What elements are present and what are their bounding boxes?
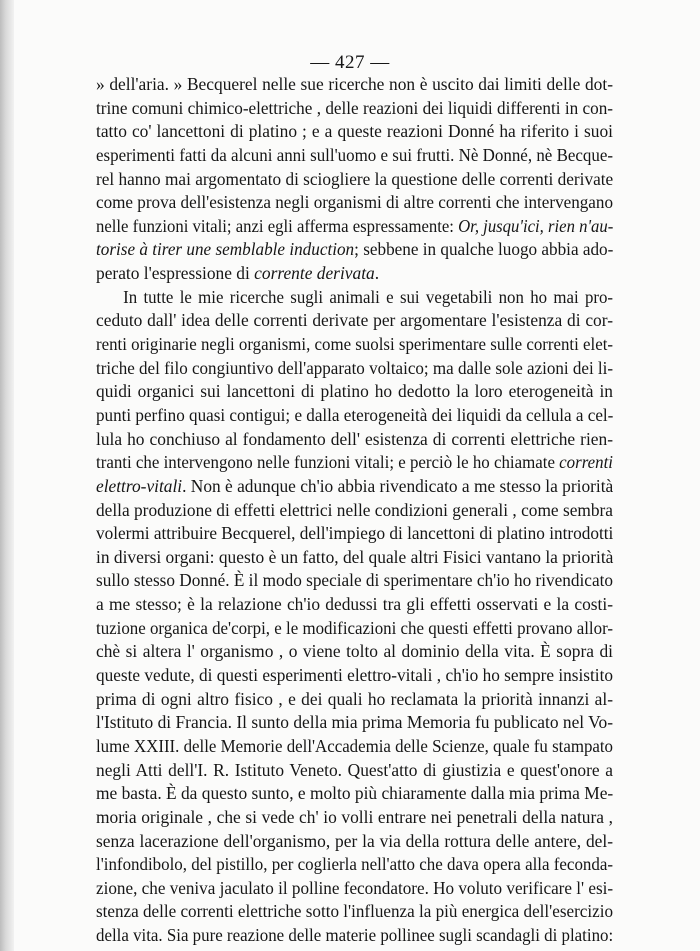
text-segment: l'infondibolo, del pistillo, per coglierla nell'atto che dava opera alla feconda- [96,854,613,875]
text-line [96,333,613,357]
text-line [96,735,613,759]
text-line [96,73,613,97]
text-segment: negli Atti dell'I. R. Istituto Veneto. Quest'atto di giustizia e quest'onore a [96,759,613,780]
text-line [96,380,613,404]
text-line [96,877,613,901]
text-segment: della produzione di effetti elettrici nelle condizioni generali , come sembra [96,499,613,520]
italic-phrase: corrente derivata [254,263,375,284]
text-line [96,782,613,806]
italic-phrase: elettro-vitali [96,475,183,496]
text-segment: triche del filo congiuntivo dell'apparato voltaico; ma dalle sole azioni dei li- [96,357,614,378]
text-segment: . [374,263,380,284]
text-line [96,664,613,688]
text-line [96,120,613,144]
text-segment: rel hanno mai argomentato di sciogliere la questione delle correnti derivate [96,168,614,189]
text-line [96,924,613,948]
text-line [96,617,613,641]
text-segment: zione, che veniva jaculato il polline fecondatore. Ho voluto verificare l' esi- [96,877,614,898]
text-segment: prima di ogni altro fisico , e dei quali ho reclamata la priorità innanzi al- [96,688,613,709]
text-segment: trine comuni chimico-elettriche , delle reazioni dei liquidi differenti in con- [96,97,613,118]
text-line [96,262,613,286]
text-line [96,357,613,381]
text-segment: lume XXIII. delle Memorie dell'Accademia delle Scienze, quale fu stampato [96,735,613,756]
text-line [96,215,613,239]
page-number: — 427 — [310,52,390,73]
text-segment: in diversi organi: questo è un fatto, del quale altri Fisici vantano la priorità [96,546,614,567]
text-segment: . Non è adunque ch'io abbia rivendicato a me stesso la priorità [182,475,614,496]
text-segment: stenza delle correnti elettriche sotto l'influenza la più energica dell'esercizio [96,901,613,922]
text-segment: nelle funzioni vitali; anzi egli afferma espressamente: [96,215,459,236]
text-line [96,711,613,735]
text-segment: me basta. È da questo sunto, e molto più chiaramente dalla mia prima Me- [96,783,614,804]
text-segment: » dell'aria. » Becquerel nelle sue ricerche non è uscito dai limiti delle dot- [96,74,613,94]
text-line [96,593,613,617]
text-line [96,144,613,168]
text-line [96,309,613,333]
text-segment: come prova dell'esistenza negli organismi di altre correnti che intervengano [96,192,613,213]
text-line [96,688,613,712]
text-segment: tranti che intervengono nelle funzioni vitali; e perciò le ho chiamate [96,452,560,473]
text-line [96,569,613,593]
text-segment: ceduto dall' idea delle correnti derivate per argomentare l'esistenza di cor- [96,310,613,331]
text-segment: tatto co' lancettoni di platino ; e a queste reazioni Donné ha riferito i suoi [96,121,613,142]
text-line [96,806,613,830]
text-line [96,286,613,310]
text-line [96,97,613,121]
text-segment: In tutte le mie ricerche sugli animali e sui vegetabili non ho mai pro- [123,286,613,307]
italic-phrase: torise à tirer une semblable induction [96,239,355,260]
text-line [96,475,613,499]
text-line [96,451,613,475]
text-segment: queste vedute, di questi esperimenti elettro-vitali , ch'io ho sempre insistito [96,665,613,686]
text-line [96,522,613,546]
text-line [96,900,613,924]
body-text [96,73,613,948]
text-line [96,640,613,664]
text-segment: sullo stesso Donné. È il modo speciale di sperimentare ch'io ho rivendicato [96,570,613,591]
text-segment: perato l'espressione di [96,263,255,284]
paragraph [96,286,613,948]
page-binding-shadow [0,0,14,951]
text-line [96,404,613,428]
italic-phrase: correnti [559,452,614,473]
text-segment: a me stesso; è la relazione ch'io dedussi tra gli effetti osservati e la costi- [96,594,613,615]
text-segment: moria originale , che si vede ch' io volli entrare nei penetrali della natura , [96,806,613,827]
paragraph [96,73,613,286]
text-segment: chè si altera l' organismo , o viene tolto al dominio della vita. È sopra di [96,641,613,662]
text-segment: quidi organici sui lancettoni di platino ho dedotto la loro eterogeneità in [96,381,613,402]
text-segment: ; sebbene in qualche luogo abbia ado- [354,239,614,260]
text-line [96,499,613,523]
text-segment: renti originarie negli organismi, come suolsi sperimentare sulle correnti elet- [96,334,613,355]
text-line [96,168,613,192]
text-segment: l'Istituto di Francia. Il sunto della mia prima Memoria fu publicato nel Vo- [96,712,613,733]
text-line [96,191,613,215]
text-line [96,428,613,452]
italic-phrase: Or, jusqu'ici, rien n'au- [458,215,614,236]
text-segment: lula ho conchiuso al fondamento dell' esistenza di correnti elettriche rien- [96,428,613,449]
text-segment: volermi attribuire Becquerel, dell'impiego di lancettoni di platino introdotti [96,523,614,544]
text-line [96,759,613,783]
text-line [96,238,613,262]
text-segment: della vita. Sia pure reazione delle materie pollinee sugli scandagli di platino: [96,925,614,946]
text-segment: punti perfino quasi contigui; e dalla eterogeneità dei liquidi da cellula a cel- [96,404,614,425]
text-segment: tuzione organica de'corpi, e le modificazioni che questi effetti provano allor- [96,617,613,638]
text-line [96,853,613,877]
text-line [96,546,613,570]
text-line [96,830,613,854]
text-segment: senza lacerazione dell'organismo, per la via della rottura delle antere, del- [96,830,613,851]
text-segment: esperimenti fatti da alcuni anni sull'uomo e sui frutti. Nè Donné, nè Becque- [96,144,613,165]
